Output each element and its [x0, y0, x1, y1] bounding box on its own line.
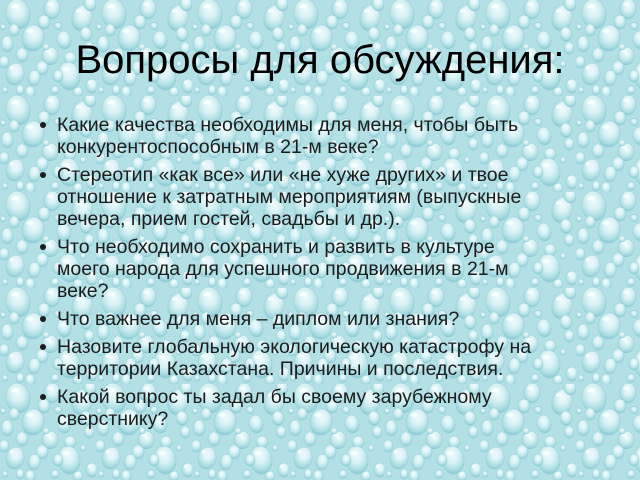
list-item	[40, 164, 547, 230]
list-item	[40, 236, 547, 302]
bullet-icon	[40, 172, 46, 178]
list-item	[40, 386, 547, 430]
bullet-icon	[40, 394, 46, 400]
bullet-text: Что необходимо сохранить и развить в культуре моего народа для успешного продвижения в 21-м веке?	[57, 236, 509, 302]
list-item	[40, 308, 547, 330]
bullet-icon	[40, 122, 46, 128]
bullet-text: Что важнее для меня – диплом или знания?	[57, 308, 460, 330]
list-item	[40, 336, 547, 380]
bullet-text: Какой вопрос ты задал бы своему зарубежному сверстнику?	[57, 386, 492, 430]
list-item	[40, 114, 547, 158]
bullet-text: Какие качества необходимы для меня, чтобы быть конкурентоспособным в 21-м веке?	[57, 114, 519, 158]
bullet-icon	[40, 244, 46, 250]
bullet-icon	[40, 344, 46, 350]
slide-title: Вопросы для обсуждения:	[75, 38, 565, 82]
bullet-text: Назовите глобальную экологическую катастрофу на территории Казахстана. Причины и последствия.	[57, 336, 532, 380]
bullet-list	[40, 114, 547, 430]
bullet-text: Стереотип «как все» или «не хуже других» и твое отношение к затратным мероприятиям (выпускные вечера, прием гостей, свадьбы и др.).	[57, 164, 522, 230]
bullet-icon	[40, 316, 46, 322]
